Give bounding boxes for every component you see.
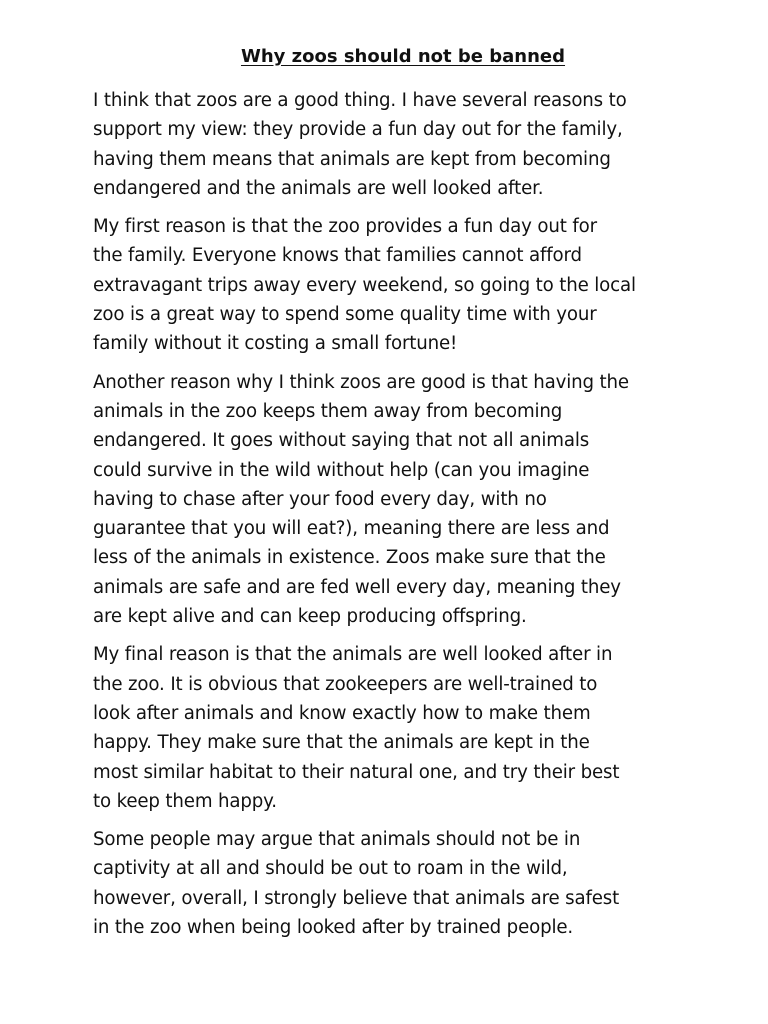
paragraph-line: Another reason why I think zoos are good is that having the: [93, 371, 629, 393]
paragraph-second-reason: [93, 368, 693, 632]
document-page: [93, 44, 693, 951]
paragraph-line: look after animals and know exactly how to make them: [93, 702, 591, 724]
paragraph-line: My final reason is that the animals are well looked after in: [93, 644, 613, 666]
paragraph-line: animals in the zoo keeps them away from becoming: [93, 400, 563, 422]
paragraph-line: having them means that animals are kept from becoming: [93, 148, 611, 170]
paragraph-line: zoo is a great way to spend some quality time with your: [93, 304, 597, 326]
paragraph-line: having to chase after your food every day, with no: [93, 488, 547, 510]
paragraph-line: endangered. It goes without saying that not all animals: [93, 430, 590, 452]
paragraph-line: I think that zoos are a good thing. I have several reasons to: [93, 90, 627, 111]
paragraph-first-reason: [93, 212, 693, 358]
paragraph-line: captivity at all and should be out to roam in the wild,: [93, 858, 568, 880]
paragraph-line: are kept alive and can keep producing offspring.: [93, 606, 527, 628]
paragraph-line: guarantee that you will eat?), meaning there are less and: [93, 518, 610, 540]
paragraph-line: Some people may argue that animals should not be in: [93, 829, 581, 851]
document-title: Why zoos should not be banned: [240, 46, 566, 67]
paragraph-line: endangered and the animals are well looked after.: [93, 177, 544, 199]
paragraph-conclusion: [93, 825, 693, 942]
paragraph-line: however, overall, I strongly believe that animals are safest: [93, 887, 620, 909]
paragraph-line: most similar habitat to their natural one, and try their best: [93, 761, 620, 783]
paragraph-line: support my view: they provide a fun day out for the family,: [93, 119, 623, 141]
paragraph-line: less of the animals in existence. Zoos make sure that the: [93, 547, 606, 569]
paragraph-line: could survive in the wild without help (can you imagine: [93, 459, 590, 481]
paragraph-line: My first reason is that the zoo provides a fun day out for: [93, 216, 597, 238]
paragraph-line: the family. Everyone knows that families cannot afford: [93, 245, 582, 267]
paragraph-line: extravagant trips away every weekend, so going to the local: [93, 274, 636, 296]
paragraph-line: the zoo. It is obvious that zookeepers are well-trained to: [93, 673, 598, 695]
paragraph-line: animals are safe and are fed well every day, meaning they: [93, 576, 621, 598]
paragraph-introduction: [93, 86, 693, 203]
paragraph-final-reason: [93, 640, 693, 816]
paragraph-line: to keep them happy.: [93, 790, 277, 812]
paragraph-line: happy. They make sure that the animals are kept in the: [93, 732, 590, 754]
paragraph-line: family without it costing a small fortune!: [93, 333, 458, 355]
paragraph-line: in the zoo when being looked after by trained people.: [93, 917, 574, 939]
